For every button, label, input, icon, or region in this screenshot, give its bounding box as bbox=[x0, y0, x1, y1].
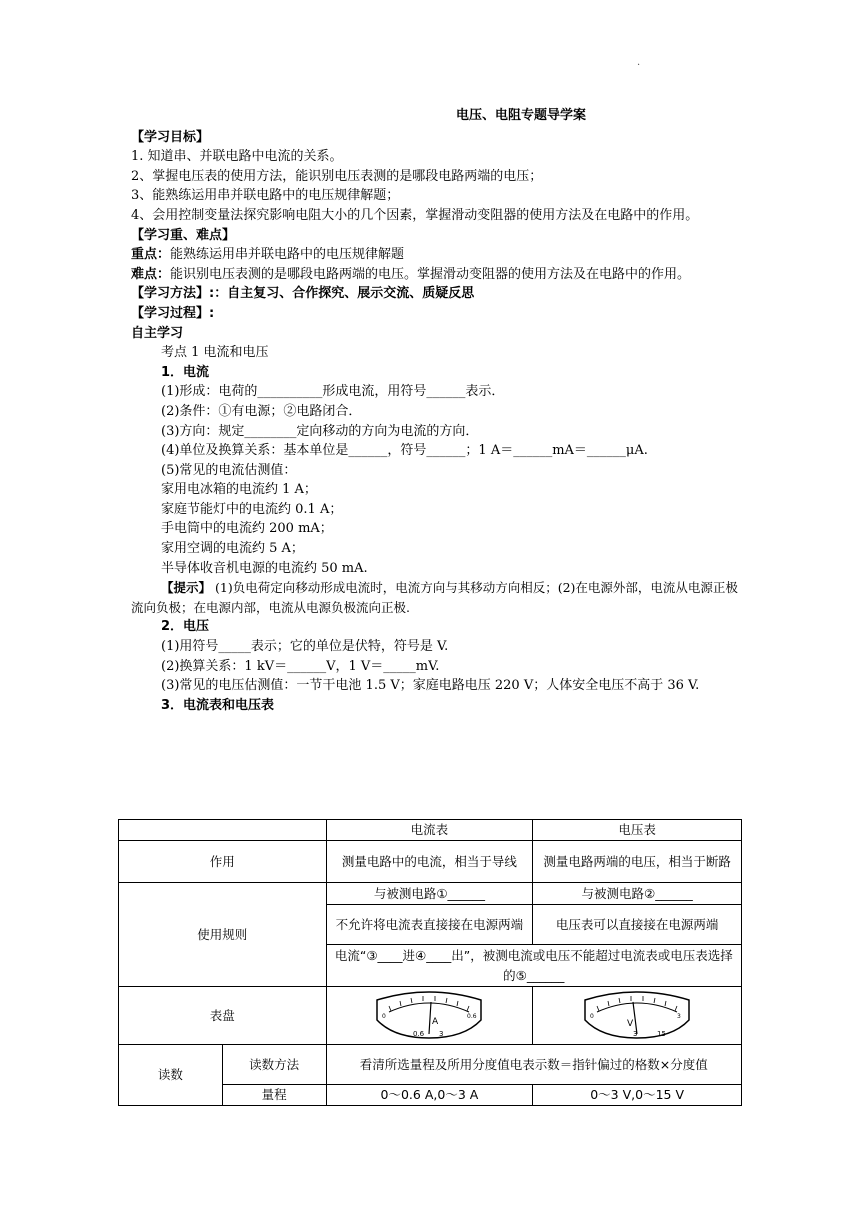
goal-item: 2、掌握电压表的使用方法，能识别电压表测的是哪段电路两端的电压； bbox=[131, 168, 543, 184]
voltmeter-dial-icon bbox=[577, 990, 697, 1042]
page-title: 电压、电阻专题导学案 bbox=[455, 108, 586, 123]
voltmeter-range: 0～3 V,0～15 V bbox=[533, 1085, 742, 1106]
voltage-line: (2)换算关系：1 kV＝______V，1 V＝_____mV. bbox=[161, 658, 440, 674]
self-study-heading: 自主学习 bbox=[131, 325, 184, 341]
row-rules-label: 使用规则 bbox=[119, 883, 327, 987]
voltmeter-connection: 与被测电路②______ bbox=[533, 883, 742, 905]
terminal-rule: 电流“③____进④____出”，被测电流或电压不能超过电流表或电压表选择的⑤______ bbox=[326, 945, 741, 987]
meters-table bbox=[118, 819, 742, 1106]
ammeter-dial-icon bbox=[369, 990, 489, 1042]
col-voltmeter: 电压表 bbox=[533, 820, 742, 841]
voltmeter-scale-label: 3 bbox=[677, 1012, 681, 1020]
ammeter-function: 测量电路中的电流，相当于导线 bbox=[326, 841, 533, 883]
goal-item: 3、能熟练运用串并联电路中的电压规律解题； bbox=[131, 188, 400, 204]
ammeter-scale-label: 0 bbox=[382, 1012, 387, 1020]
difficult-point bbox=[131, 265, 741, 285]
diff-text: 能识别电压表测的是哪段电路两端的电压。掌握滑动变阻器的使用方法及在电路中的作用。 bbox=[170, 266, 691, 282]
row-function-label: 作用 bbox=[119, 841, 327, 883]
meters-heading: 3．电流表和电压表 bbox=[161, 697, 275, 713]
voltmeter-dial bbox=[533, 987, 742, 1045]
voltmeter-letter: V bbox=[627, 1018, 634, 1029]
voltage-line: (3)常见的电压估测值：一节干电池 1.5 V；家庭电路电压 220 V；人体安全电压不高于 36 V. bbox=[161, 678, 700, 694]
tip-label: 【提示】 bbox=[161, 580, 212, 596]
estimate-item: 半导体收音机电源的电流约 50 mA. bbox=[161, 560, 368, 576]
estimate-item: 家庭节能灯中的电流约 0.1 A； bbox=[161, 501, 343, 517]
tip-text: (1)负电荷定向移动形成电流时，电流方向与其移动方向相反；(2)在电源外部，电流从电源正极流向负极；在电源内部，电流从电源负极流向正极. bbox=[131, 580, 738, 615]
current-line: (1)形成：电荷的__________形成电流，用符号______表示． bbox=[161, 384, 505, 400]
row-dial-label: 表盘 bbox=[119, 987, 327, 1045]
goal-item: 1. 知道串、并联电路中电流的关系。 bbox=[131, 149, 343, 165]
corner-mark: · bbox=[637, 60, 641, 71]
ammeter-range: 0～0.6 A,0～3 A bbox=[326, 1085, 533, 1106]
voltmeter-scale-label: 0 bbox=[590, 1012, 594, 1020]
estimate-item: 家用电冰箱的电流约 1 A； bbox=[161, 482, 317, 498]
goals-heading: 【学习目标】 bbox=[131, 129, 210, 145]
ammeter-letter: A bbox=[432, 1016, 439, 1027]
col-ammeter: 电流表 bbox=[326, 820, 533, 841]
ammeter-connection: 与被测电路①______ bbox=[326, 883, 533, 905]
diff-label: 难点： bbox=[131, 266, 171, 282]
ammeter-scale-label: 0.6 bbox=[467, 1012, 477, 1020]
current-line: (2)条件：①有电源；②电路闭合． bbox=[161, 403, 362, 419]
method-heading: 【学习方法】:：自主复习、合作探究、展示交流、质疑反思 bbox=[131, 286, 475, 302]
estimate-item: 家用空调的电流约 5 A； bbox=[161, 541, 304, 557]
key-point bbox=[131, 245, 741, 265]
ammeter-terminal-1: 0.6 bbox=[413, 1029, 425, 1038]
reading-method-label: 读数方法 bbox=[222, 1045, 326, 1085]
voltmeter-rule: 电压表可以直接接在电源两端 bbox=[533, 905, 742, 945]
document-body bbox=[131, 106, 741, 715]
ammeter-terminal-2: 3 bbox=[439, 1029, 444, 1038]
goal-item: 4、会用控制变量法探究影响电阻大小的几个因素，掌握滑动变阻器的使用方法及在电路中的作用。 bbox=[131, 207, 699, 223]
topic-heading: 考点 1 电流和电压 bbox=[161, 345, 269, 361]
ammeter-rule: 不允许将电流表直接接在电源两端 bbox=[326, 905, 533, 945]
voltage-heading: 2．电压 bbox=[161, 619, 210, 635]
current-line: (4)单位及换算关系：基本单位是______，符号______；1 A＝______mA＝______μA. bbox=[161, 443, 648, 459]
key-heading: 【学习重、难点】 bbox=[131, 227, 236, 243]
current-heading: 1．电流 bbox=[161, 364, 210, 380]
voltmeter-terminal-1: 3 bbox=[633, 1029, 638, 1038]
process-heading: 【学习过程】: bbox=[131, 305, 215, 321]
table-corner bbox=[119, 820, 327, 841]
reading-method-text: 看清所选量程及所用分度值电表示数＝指针偏过的格数×分度值 bbox=[326, 1045, 741, 1085]
voltmeter-function: 测量电路两端的电压，相当于断路 bbox=[533, 841, 742, 883]
tip-paragraph bbox=[131, 578, 741, 617]
key-label: 重点： bbox=[131, 247, 171, 263]
key-text: 能熟练运用串并联电路中的电压规律解题 bbox=[170, 247, 405, 263]
current-line: (5)常见的电流估测值： bbox=[161, 462, 297, 478]
estimate-item: 手电筒中的电流约 200 mA； bbox=[161, 521, 333, 537]
ammeter-dial bbox=[326, 987, 533, 1045]
voltage-line: (1)用符号_____表示；它的单位是伏特，符号是 V. bbox=[161, 639, 449, 655]
current-line: (3)方向：规定________定向移动的方向为电流的方向． bbox=[161, 423, 479, 439]
voltmeter-terminal-2: 15 bbox=[657, 1029, 667, 1038]
range-label: 量程 bbox=[222, 1085, 326, 1106]
row-reading-label: 读数 bbox=[119, 1045, 223, 1106]
